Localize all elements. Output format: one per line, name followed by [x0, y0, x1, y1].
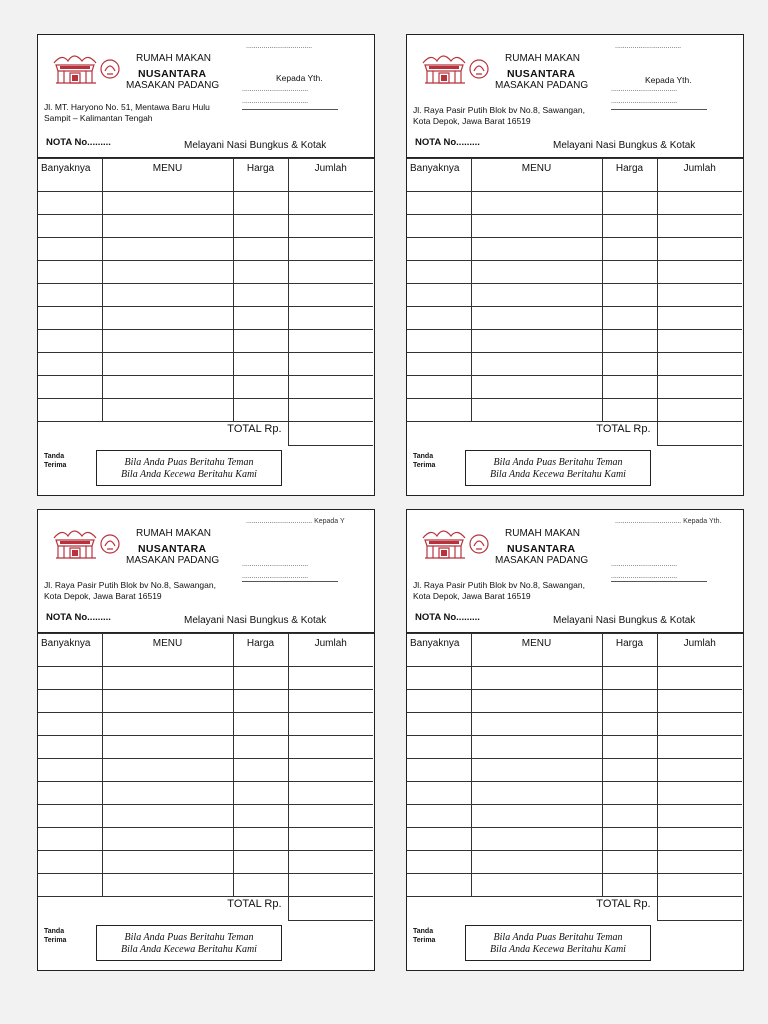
item-row[interactable] — [38, 261, 373, 284]
price-cell[interactable] — [602, 782, 657, 805]
qty-cell[interactable] — [407, 782, 471, 805]
price-cell[interactable] — [602, 874, 657, 897]
slogan-line-1: Bila Anda Puas Beritahu Teman — [124, 932, 254, 943]
amount-cell[interactable] — [657, 736, 742, 759]
qty-cell[interactable] — [407, 805, 471, 828]
qty-cell[interactable] — [38, 805, 102, 828]
item-row[interactable] — [407, 307, 742, 330]
qty-cell[interactable] — [38, 874, 102, 897]
slogan-line-2: Bila Anda Kecewa Beritahu Kami — [121, 469, 257, 480]
column-header: Harga — [233, 634, 288, 667]
amount-cell[interactable] — [288, 851, 373, 874]
qty-cell[interactable] — [38, 284, 102, 307]
amount-cell[interactable] — [657, 399, 742, 422]
amount-cell[interactable] — [288, 828, 373, 851]
column-header: Jumlah — [288, 159, 373, 192]
column-header: Banyaknya — [38, 634, 102, 667]
menu-cell[interactable] — [471, 192, 602, 215]
date-field[interactable]: .................................. Kepada Y — [246, 518, 345, 525]
address: Jl. Raya Pasir Putih Blok bv No.8, Sawangan, Kota Depok, Jawa Barat 16519 — [413, 105, 585, 126]
qty-cell[interactable] — [38, 376, 102, 399]
amount-cell[interactable] — [657, 851, 742, 874]
qty-cell[interactable] — [407, 713, 471, 736]
restaurant-logo-icon — [52, 49, 122, 89]
amount-cell[interactable] — [657, 376, 742, 399]
item-row[interactable] — [407, 376, 742, 399]
rumah-makan-label: RUMAH MAKAN — [505, 528, 581, 539]
total-amount[interactable] — [288, 422, 373, 446]
menu-cell[interactable] — [471, 376, 602, 399]
date-field[interactable]: .................................. Kepada Yth. — [615, 518, 722, 525]
slogan-box — [96, 450, 282, 486]
price-cell[interactable] — [233, 874, 288, 897]
item-row[interactable] — [38, 284, 373, 307]
item-row[interactable] — [407, 874, 742, 897]
price-cell[interactable] — [602, 759, 657, 782]
restaurant-logo-icon — [421, 49, 491, 89]
amount-cell[interactable] — [657, 307, 742, 330]
amount-cell[interactable] — [657, 713, 742, 736]
restaurant-logo-icon — [421, 524, 491, 564]
item-row[interactable] — [407, 330, 742, 353]
price-cell[interactable] — [602, 353, 657, 376]
amount-cell[interactable] — [288, 261, 373, 284]
item-row[interactable] — [38, 667, 373, 690]
qty-cell[interactable] — [38, 307, 102, 330]
slogan-line-1: Bila Anda Puas Beritahu Teman — [493, 932, 623, 943]
price-cell[interactable] — [233, 215, 288, 238]
qty-cell[interactable] — [38, 330, 102, 353]
qty-cell[interactable] — [407, 759, 471, 782]
price-cell[interactable] — [602, 307, 657, 330]
price-cell[interactable] — [233, 782, 288, 805]
slogan-line-1: Bila Anda Puas Beritahu Teman — [124, 457, 254, 468]
recipient-line-1[interactable]: .................................. — [611, 86, 678, 93]
item-row[interactable] — [407, 399, 742, 422]
total-label: TOTAL Rp. — [227, 898, 282, 910]
menu-cell[interactable] — [102, 736, 233, 759]
service-tagline: Melayani Nasi Bungkus & Kotak — [553, 140, 696, 151]
item-row[interactable] — [38, 353, 373, 376]
item-row[interactable] — [407, 805, 742, 828]
total-label: TOTAL Rp. — [596, 898, 651, 910]
price-cell[interactable] — [233, 805, 288, 828]
menu-cell[interactable] — [102, 330, 233, 353]
qty-cell[interactable] — [38, 713, 102, 736]
menu-cell[interactable] — [102, 805, 233, 828]
amount-cell[interactable] — [288, 238, 373, 261]
item-row[interactable] — [38, 192, 373, 215]
column-header: MENU — [102, 634, 233, 667]
price-cell[interactable] — [602, 330, 657, 353]
qty-cell[interactable] — [407, 828, 471, 851]
price-cell[interactable] — [233, 828, 288, 851]
amount-cell[interactable] — [657, 353, 742, 376]
date-field[interactable]: .................................. — [246, 43, 313, 50]
column-header: Harga — [233, 159, 288, 192]
qty-cell[interactable] — [407, 399, 471, 422]
qty-cell[interactable] — [407, 192, 471, 215]
item-row[interactable] — [38, 690, 373, 713]
slogan-line-1: Bila Anda Puas Beritahu Teman — [493, 457, 623, 468]
price-cell[interactable] — [602, 667, 657, 690]
kepada-label: Kepada Yth. — [276, 73, 323, 83]
cuisine-label: MASAKAN PADANG — [126, 555, 220, 566]
price-cell[interactable] — [233, 713, 288, 736]
item-row[interactable] — [38, 713, 373, 736]
menu-cell[interactable] — [471, 690, 602, 713]
order-table — [38, 633, 373, 921]
menu-cell[interactable] — [102, 215, 233, 238]
qty-cell[interactable] — [38, 399, 102, 422]
item-row[interactable] — [407, 690, 742, 713]
slogan-box — [465, 925, 651, 961]
amount-cell[interactable] — [657, 330, 742, 353]
item-row[interactable] — [38, 215, 373, 238]
qty-cell[interactable] — [38, 782, 102, 805]
recipient-line-2[interactable]: .................................. — [242, 573, 309, 580]
menu-cell[interactable] — [471, 284, 602, 307]
menu-cell[interactable] — [102, 192, 233, 215]
menu-cell[interactable] — [102, 284, 233, 307]
item-row[interactable] — [407, 284, 742, 307]
column-header: Banyaknya — [407, 159, 471, 192]
tanda-terima-label: Tanda Terima — [44, 453, 67, 469]
total-label: TOTAL Rp. — [227, 423, 282, 435]
nota-receipt — [406, 509, 744, 971]
price-cell[interactable] — [233, 399, 288, 422]
qty-cell[interactable] — [38, 736, 102, 759]
amount-cell[interactable] — [288, 353, 373, 376]
amount-cell[interactable] — [657, 667, 742, 690]
column-header: Jumlah — [288, 634, 373, 667]
qty-cell[interactable] — [407, 353, 471, 376]
qty-cell[interactable] — [38, 261, 102, 284]
slogan-box — [465, 450, 651, 486]
amount-cell[interactable] — [657, 261, 742, 284]
menu-cell[interactable] — [471, 215, 602, 238]
item-row[interactable] — [38, 376, 373, 399]
qty-cell[interactable] — [407, 874, 471, 897]
column-header: Banyaknya — [407, 634, 471, 667]
order-table — [38, 158, 373, 446]
price-cell[interactable] — [602, 215, 657, 238]
qty-cell[interactable] — [38, 690, 102, 713]
price-cell[interactable] — [233, 192, 288, 215]
amount-cell[interactable] — [288, 399, 373, 422]
menu-cell[interactable] — [102, 874, 233, 897]
amount-cell[interactable] — [657, 874, 742, 897]
price-cell[interactable] — [602, 284, 657, 307]
price-cell[interactable] — [233, 307, 288, 330]
qty-cell[interactable] — [407, 307, 471, 330]
slogan-box — [96, 925, 282, 961]
tanda-terima-label: Tanda Terima — [44, 928, 67, 944]
menu-cell[interactable] — [471, 261, 602, 284]
service-tagline: Melayani Nasi Bungkus & Kotak — [553, 615, 696, 626]
total-amount[interactable] — [288, 897, 373, 921]
column-header: Banyaknya — [38, 159, 102, 192]
price-cell[interactable] — [602, 399, 657, 422]
price-cell[interactable] — [233, 759, 288, 782]
column-header: MENU — [102, 159, 233, 192]
restaurant-logo-icon — [52, 524, 122, 564]
qty-cell[interactable] — [407, 215, 471, 238]
price-cell[interactable] — [602, 713, 657, 736]
item-row[interactable] — [407, 851, 742, 874]
item-row[interactable] — [38, 828, 373, 851]
restaurant-name: NUSANTARA — [507, 543, 576, 555]
menu-cell[interactable] — [471, 828, 602, 851]
order-table — [407, 158, 742, 446]
menu-cell[interactable] — [102, 238, 233, 261]
nota-receipt — [406, 34, 744, 496]
nota-number[interactable]: NOTA No......... — [46, 612, 111, 623]
price-cell[interactable] — [602, 851, 657, 874]
menu-cell[interactable] — [102, 307, 233, 330]
amount-cell[interactable] — [288, 307, 373, 330]
price-cell[interactable] — [602, 376, 657, 399]
order-table — [407, 633, 742, 921]
qty-cell[interactable] — [407, 690, 471, 713]
price-cell[interactable] — [233, 284, 288, 307]
restaurant-name: NUSANTARA — [138, 68, 207, 80]
menu-cell[interactable] — [471, 736, 602, 759]
recipient-line-1[interactable]: .................................. — [242, 561, 309, 568]
slogan-line-2: Bila Anda Kecewa Beritahu Kami — [490, 469, 626, 480]
column-header: Jumlah — [657, 159, 742, 192]
amount-cell[interactable] — [657, 690, 742, 713]
qty-cell[interactable] — [407, 376, 471, 399]
item-row[interactable] — [407, 782, 742, 805]
amount-cell[interactable] — [288, 690, 373, 713]
qty-cell[interactable] — [38, 192, 102, 215]
restaurant-name: NUSANTARA — [507, 68, 576, 80]
amount-cell[interactable] — [657, 238, 742, 261]
item-row[interactable] — [407, 713, 742, 736]
menu-cell[interactable] — [471, 805, 602, 828]
item-row[interactable] — [407, 736, 742, 759]
price-cell[interactable] — [233, 690, 288, 713]
nota-number[interactable]: NOTA No......... — [415, 137, 480, 148]
item-row[interactable] — [407, 828, 742, 851]
menu-cell[interactable] — [102, 851, 233, 874]
menu-cell[interactable] — [102, 261, 233, 284]
item-row[interactable] — [38, 736, 373, 759]
menu-cell[interactable] — [471, 353, 602, 376]
recipient-line-2[interactable]: .................................. — [611, 98, 678, 105]
cuisine-label: MASAKAN PADANG — [495, 555, 589, 566]
slogan-line-2: Bila Anda Kecewa Beritahu Kami — [490, 944, 626, 955]
tanda-terima-label: Tanda Terima — [413, 453, 436, 469]
item-row[interactable] — [38, 805, 373, 828]
item-row[interactable] — [38, 851, 373, 874]
nota-receipt — [37, 509, 375, 971]
qty-cell[interactable] — [38, 353, 102, 376]
recipient-line-2[interactable]: .................................. — [611, 573, 678, 580]
kepada-label: Kepada Yth. — [645, 75, 692, 85]
amount-cell[interactable] — [657, 192, 742, 215]
amount-cell[interactable] — [657, 215, 742, 238]
cuisine-label: MASAKAN PADANG — [495, 80, 589, 91]
recipient-line-1[interactable]: .................................. — [242, 86, 309, 93]
menu-cell[interactable] — [102, 667, 233, 690]
cuisine-label: MASAKAN PADANG — [126, 80, 220, 91]
slogan-line-2: Bila Anda Kecewa Beritahu Kami — [121, 944, 257, 955]
amount-cell[interactable] — [288, 376, 373, 399]
menu-cell[interactable] — [102, 713, 233, 736]
menu-cell[interactable] — [471, 399, 602, 422]
qty-cell[interactable] — [407, 261, 471, 284]
price-cell[interactable] — [233, 353, 288, 376]
tanda-terima-label: Tanda Terima — [413, 928, 436, 944]
nota-number[interactable]: NOTA No......... — [46, 137, 111, 148]
amount-cell[interactable] — [288, 736, 373, 759]
price-cell[interactable] — [233, 376, 288, 399]
amount-cell[interactable] — [657, 828, 742, 851]
service-tagline: Melayani Nasi Bungkus & Kotak — [184, 140, 327, 151]
amount-cell[interactable] — [288, 713, 373, 736]
price-cell[interactable] — [233, 736, 288, 759]
price-cell[interactable] — [602, 261, 657, 284]
qty-cell[interactable] — [407, 667, 471, 690]
column-header: MENU — [471, 634, 602, 667]
item-row[interactable] — [407, 215, 742, 238]
menu-cell[interactable] — [102, 353, 233, 376]
menu-cell[interactable] — [102, 690, 233, 713]
price-cell[interactable] — [602, 736, 657, 759]
item-row[interactable] — [38, 759, 373, 782]
nota-receipt — [37, 34, 375, 496]
qty-cell[interactable] — [38, 851, 102, 874]
amount-cell[interactable] — [657, 284, 742, 307]
item-row[interactable] — [407, 759, 742, 782]
item-row[interactable] — [38, 782, 373, 805]
amount-cell[interactable] — [288, 874, 373, 897]
recipient-line-1[interactable]: .................................. — [611, 561, 678, 568]
column-header: Harga — [602, 159, 657, 192]
column-header: MENU — [471, 159, 602, 192]
item-row[interactable] — [38, 399, 373, 422]
price-cell[interactable] — [233, 667, 288, 690]
qty-cell[interactable] — [407, 736, 471, 759]
menu-cell[interactable] — [471, 713, 602, 736]
rumah-makan-label: RUMAH MAKAN — [505, 53, 581, 64]
qty-cell[interactable] — [407, 238, 471, 261]
address: Jl. Raya Pasir Putih Blok bv No.8, Sawangan, Kota Depok, Jawa Barat 16519 — [413, 580, 585, 601]
column-header: Harga — [602, 634, 657, 667]
price-cell[interactable] — [233, 330, 288, 353]
qty-cell[interactable] — [38, 828, 102, 851]
menu-cell[interactable] — [102, 782, 233, 805]
menu-cell[interactable] — [471, 238, 602, 261]
rumah-makan-label: RUMAH MAKAN — [136, 528, 212, 539]
item-row[interactable] — [38, 330, 373, 353]
amount-cell[interactable] — [288, 805, 373, 828]
qty-cell[interactable] — [38, 759, 102, 782]
price-cell[interactable] — [233, 851, 288, 874]
item-row[interactable] — [407, 192, 742, 215]
qty-cell[interactable] — [38, 238, 102, 261]
item-row[interactable] — [38, 874, 373, 897]
address: Jl. Raya Pasir Putih Blok bv No.8, Sawangan, Kota Depok, Jawa Barat 16519 — [44, 580, 216, 601]
price-cell[interactable] — [602, 238, 657, 261]
menu-cell[interactable] — [471, 782, 602, 805]
menu-cell[interactable] — [471, 307, 602, 330]
qty-cell[interactable] — [407, 330, 471, 353]
price-cell[interactable] — [602, 192, 657, 215]
item-row[interactable] — [407, 353, 742, 376]
restaurant-name: NUSANTARA — [138, 543, 207, 555]
service-tagline: Melayani Nasi Bungkus & Kotak — [184, 615, 327, 626]
amount-cell[interactable] — [288, 330, 373, 353]
price-cell[interactable] — [602, 828, 657, 851]
amount-cell[interactable] — [657, 805, 742, 828]
menu-cell[interactable] — [102, 376, 233, 399]
amount-cell[interactable] — [657, 782, 742, 805]
total-amount[interactable] — [657, 897, 742, 921]
menu-cell[interactable] — [471, 759, 602, 782]
qty-cell[interactable] — [407, 284, 471, 307]
column-header: Jumlah — [657, 634, 742, 667]
amount-cell[interactable] — [288, 192, 373, 215]
nota-number[interactable]: NOTA No......... — [415, 612, 480, 623]
total-amount[interactable] — [657, 422, 742, 446]
amount-cell[interactable] — [657, 759, 742, 782]
price-cell[interactable] — [602, 690, 657, 713]
menu-cell[interactable] — [102, 399, 233, 422]
qty-cell[interactable] — [38, 667, 102, 690]
menu-cell[interactable] — [471, 667, 602, 690]
price-cell[interactable] — [602, 805, 657, 828]
amount-cell[interactable] — [288, 782, 373, 805]
qty-cell[interactable] — [38, 215, 102, 238]
address: Jl. MT. Haryono No. 51, Mentawa Baru Hulu Sampit – Kalimantan Tengah — [44, 102, 210, 123]
item-row[interactable] — [38, 238, 373, 261]
recipient-line-2[interactable]: .................................. — [242, 98, 309, 105]
qty-cell[interactable] — [407, 851, 471, 874]
item-row[interactable] — [407, 238, 742, 261]
menu-cell[interactable] — [102, 828, 233, 851]
price-cell[interactable] — [233, 261, 288, 284]
rumah-makan-label: RUMAH MAKAN — [136, 53, 212, 64]
amount-cell[interactable] — [288, 667, 373, 690]
item-row[interactable] — [38, 307, 373, 330]
price-cell[interactable] — [233, 238, 288, 261]
amount-cell[interactable] — [288, 215, 373, 238]
item-row[interactable] — [407, 667, 742, 690]
date-field[interactable]: .................................. — [615, 43, 682, 50]
menu-cell[interactable] — [471, 851, 602, 874]
amount-cell[interactable] — [288, 759, 373, 782]
menu-cell[interactable] — [102, 759, 233, 782]
total-label: TOTAL Rp. — [596, 423, 651, 435]
menu-cell[interactable] — [471, 330, 602, 353]
item-row[interactable] — [407, 261, 742, 284]
amount-cell[interactable] — [288, 284, 373, 307]
menu-cell[interactable] — [471, 874, 602, 897]
